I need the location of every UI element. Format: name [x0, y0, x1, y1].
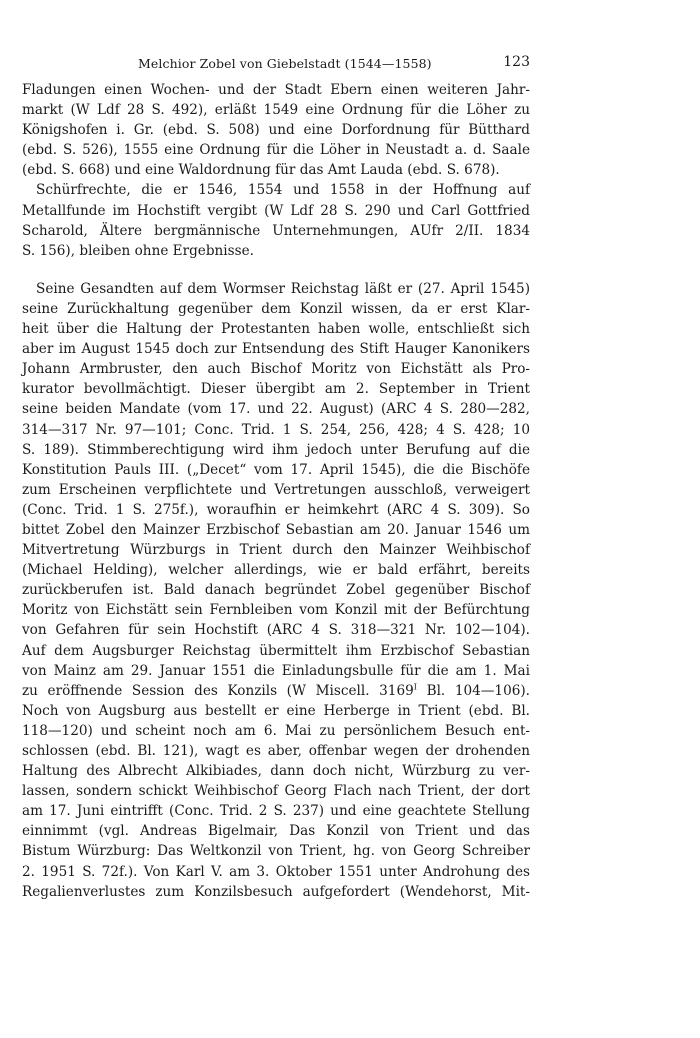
text-line: Fladungen einen Wochen- und der Stadt Ebern einen weiteren Jahr-: [22, 82, 530, 98]
text-segment: Bl. 104—106).: [416, 682, 530, 699]
text-line: Mitvertretung Würzburgs in Trient durch den Mainzer Weihbischof: [22, 542, 530, 559]
text-line: S. 156), bleiben ohne Ergebnisse.: [22, 242, 254, 259]
text-line: bittet Zobel den Mainzer Erzbischof Sebastian am 20. Januar 1546 um: [22, 521, 530, 538]
text-line: Metallfunde im Hochstift vergibt (W Ldf 28 S. 290 und Carl Gottfried: [22, 202, 530, 219]
text-segment: zu eröffnende Session des Konzils (W Miscell. 3169: [22, 682, 414, 699]
text-line-with-superscript: [22, 681, 530, 701]
text-line: zum Erscheinen verpflichtete und Vertretungen ausschloß, verweigert: [22, 481, 530, 498]
text-line: Scharold, Ältere bergmännische Unternehmungen, AUfr 2/II. 1834: [22, 222, 530, 239]
text-line: seine beiden Mandate (vom 17. und 22. August) (ARC 4 S. 280—282,: [22, 401, 530, 418]
paragraph-3: [22, 279, 530, 902]
text-line: markt (W Ldf 28 S. 492), erläßt 1549 eine Ordnung für die Löher zu: [22, 102, 530, 119]
book-page: [22, 56, 530, 902]
text-line: 2. 1951 S. 72f.). Von Karl V. am 3. Oktober 1551 unter Androhung des: [22, 863, 530, 880]
text-line: Johann Armbruster, den auch Bischof Moritz von Eichstätt als Pro-: [22, 361, 530, 378]
running-title: Melchior Zobel von Giebelstadt (1544—1558): [138, 56, 432, 71]
text-line: heit über die Haltung der Protestanten haben wolle, entschließt sich: [22, 321, 530, 338]
text-line: Noch von Augsburg aus bestellt er eine Herberge in Trient (ebd. Bl.: [22, 702, 530, 719]
page-number: 123: [503, 54, 530, 70]
text-line: Schürfrechte, die er 1546, 1554 und 1558 in der Hoffnung auf: [36, 182, 530, 199]
text-line: (ebd. S. 526), 1555 eine Ordnung für die Löher in Neustadt a. d. Saale: [22, 142, 530, 159]
page-header: [22, 56, 530, 80]
text-line: Regalienverlustes zum Konzilsbesuch aufgefordert (Wendehorst, Mit-: [22, 883, 530, 900]
text-line: 314—317 Nr. 97—101; Conc. Trid. 1 S. 254, 256, 428; 4 S. 428; 10: [22, 421, 530, 438]
text-line: von Mainz am 29. Januar 1551 die Einladungsbulle für die am 1. Mai: [22, 662, 530, 679]
text-line: Seine Gesandten auf dem Wormser Reichstag läßt er (27. April 1545): [36, 280, 530, 297]
text-line: seine Zurückhaltung gegenüber dem Konzil wissen, da er erst Klar-: [22, 300, 530, 317]
text-line: von Gefahren für sein Hochstift (ARC 4 S. 318—321 Nr. 102—104).: [22, 622, 530, 639]
text-line: kurator bevollmächtigt. Dieser übergibt am 2. September in Trient: [22, 381, 530, 398]
text-line: (Conc. Trid. 1 S. 275f.), woraufhin er heimkehrt (ARC 4 S. 309). So: [22, 501, 530, 518]
text-line: schlossen (ebd. Bl. 121), wagt es aber, offenbar wegen der drohenden: [22, 743, 530, 759]
text-line: Bistum Würzburg: Das Weltkonzil von Trient, hg. von Georg Schreiber: [22, 843, 530, 860]
text-line: Königshofen i. Gr. (ebd. S. 508) und eine Dorfordnung für Bütthard: [22, 122, 530, 139]
paragraph-1: [22, 80, 530, 180]
paragraph-2: [22, 180, 530, 260]
text-line: (ebd. S. 668) und eine Waldordnung für das Amt Lauda (ebd. S. 678).: [22, 162, 500, 179]
text-line: Moritz von Eichstätt sein Fernbleiben vom Konzil mit der Befürchtung: [22, 602, 530, 619]
text-line: 118—120) und scheint noch am 6. Mai zu persönlichem Besuch ent-: [22, 722, 530, 739]
text-line: aber im August 1545 doch zur Entsendung des Stift Hauger Kanonikers: [22, 341, 530, 358]
paragraph-gap: [22, 261, 530, 279]
text-line: einnimmt (vgl. Andreas Bigelmair, Das Konzil von Trient und das: [22, 823, 530, 840]
superscript: I: [413, 682, 417, 692]
text-line: zurückberufen ist. Bald danach begründet Zobel gegenüber Bischof: [22, 582, 530, 599]
text-line: (Michael Helding), welcher allerdings, wie er bald erfährt, bereits: [22, 562, 530, 579]
text-line: Auf dem Augsburger Reichstag übermittelt ihm Erzbischof Sebastian: [22, 642, 530, 659]
text-line: am 17. Juni eintrifft (Conc. Trid. 2 S. 237) und eine geachtete Stellung: [22, 803, 530, 820]
text-line: lassen, sondern schickt Weihbischof Georg Flach nach Trient, der dort: [22, 783, 530, 800]
text-line: S. 189). Stimmberechtigung wird ihm jedoch unter Berufung auf die: [22, 441, 530, 458]
text-line: Konstitution Pauls III. („Decet“ vom 17. April 1545), die die Bischöfe: [22, 461, 530, 478]
text-line: Haltung des Albrecht Alkibiades, dann doch nicht, Würzburg zu ver-: [22, 763, 530, 780]
